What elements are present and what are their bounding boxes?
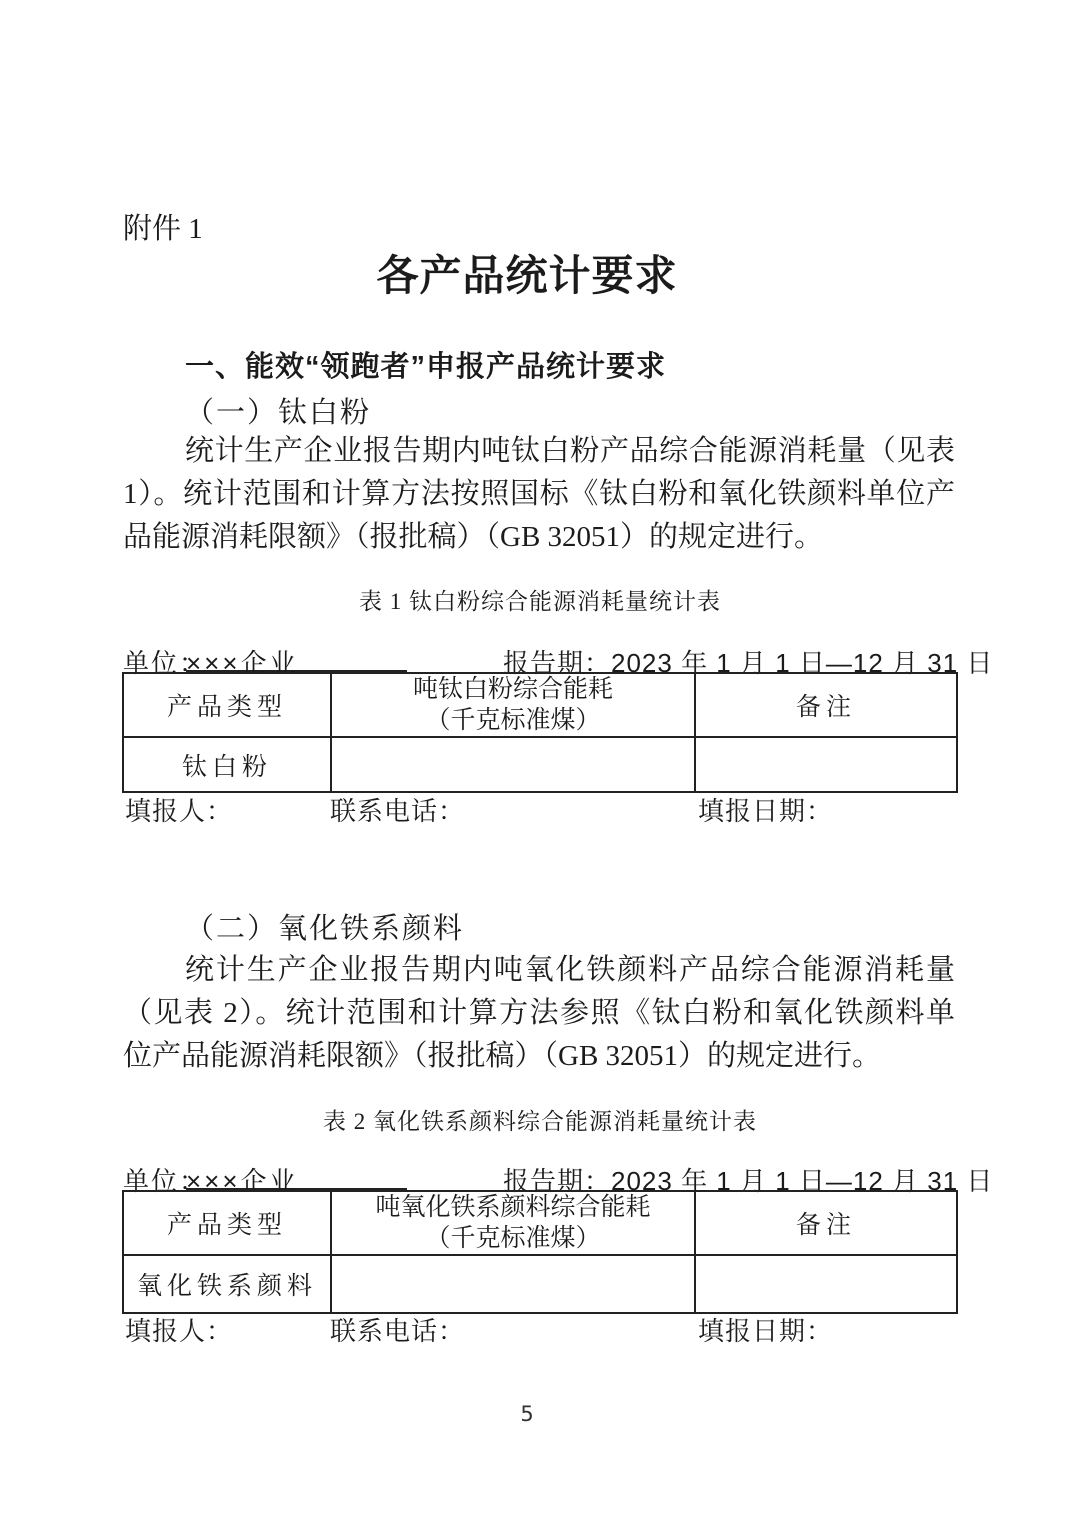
document-title: 各产品统计要求: [376, 254, 678, 300]
energy-header-cell: [331, 1191, 695, 1255]
energy-value-cell: [331, 1255, 695, 1313]
table-2-meta-row: [0, 1161, 1080, 1196]
product-table-2: [122, 1190, 958, 1314]
paragraph-line: 统计生产企业报告期内吨氧化铁颜料产品综合能源消耗量: [185, 954, 955, 986]
energy-header-line2: （千克标准煤）: [425, 1225, 601, 1252]
remarks-value-cell: [695, 737, 957, 792]
table-1-caption: 表 1 钛白粉综合能源消耗量统计表: [359, 589, 721, 614]
table-2-footer: [0, 1311, 1080, 1345]
table-1-footer: [0, 791, 1080, 825]
product-name-cell: 钛白粉: [123, 737, 331, 792]
section-heading: 一、能效“领跑者”申报产品统计要求: [185, 351, 667, 383]
product-table-1: [122, 672, 958, 793]
table-2-caption: 表 2 氧化铁系颜料综合能源消耗量统计表: [323, 1109, 757, 1134]
date-label: 填报日期：: [698, 796, 834, 826]
filler-label: 填报人：: [125, 1316, 234, 1346]
energy-value-cell: [331, 737, 695, 792]
unit-label: 单位：: [123, 648, 208, 678]
report-period: 报告期：2023 年 1 月 1 日—12 月 31 日: [503, 648, 994, 678]
subsection-1-heading: （一）钛白粉: [185, 397, 372, 429]
paragraph-line: 统计生产企业报告期内吨钛白粉产品综合能源消耗量（见表: [185, 435, 955, 467]
paragraph-line: 位产品能源消耗限额》（报批稿）（GB 32051）的规定进行。: [123, 1040, 882, 1072]
remarks-header-cell: 备注: [695, 673, 957, 737]
phone-label: 联系电话：: [330, 1316, 466, 1346]
paragraph-line: 品能源消耗限额》（报批稿）（GB 32051）的规定进行。: [123, 521, 824, 553]
energy-header-line2: （千克标准煤）: [425, 707, 601, 734]
energy-header-line1: 吨氧化铁系颜料综合能耗: [375, 1194, 651, 1221]
energy-header-line1: 吨钛白粉综合能耗: [412, 676, 613, 703]
subsection-2-heading: （二）氧化铁系颜料: [185, 913, 465, 945]
remarks-value-cell: [695, 1255, 957, 1313]
page-number: 5: [520, 1402, 534, 1426]
paragraph-line: （见表 2）。统计范围和计算方法参照《钛白粉和氧化铁颜料单: [123, 997, 955, 1029]
unit-value-underlined: ×××企业: [186, 1161, 407, 1190]
report-period: 报告期：2023 年 1 月 1 日—12 月 31 日: [503, 1166, 994, 1196]
product-name-cell: 氧化铁系颜料: [123, 1255, 331, 1313]
phone-label: 联系电话：: [330, 796, 466, 826]
product-type-header-cell: 产品类型: [123, 673, 331, 737]
remarks-header-cell: 备注: [695, 1191, 957, 1255]
paragraph-line: 1）。统计范围和计算方法按照国标《钛白粉和氧化铁颜料单位产: [123, 478, 955, 510]
energy-header-cell: [331, 673, 695, 737]
date-label: 填报日期：: [698, 1316, 834, 1346]
product-type-header-cell: 产品类型: [123, 1191, 331, 1255]
attachment-label: 附件 1: [123, 213, 203, 245]
unit-value-underlined: ×××企业: [186, 643, 407, 672]
filler-label: 填报人：: [125, 796, 234, 826]
unit-label: 单位：: [123, 1166, 208, 1196]
table-1-meta-row: [0, 643, 1080, 678]
